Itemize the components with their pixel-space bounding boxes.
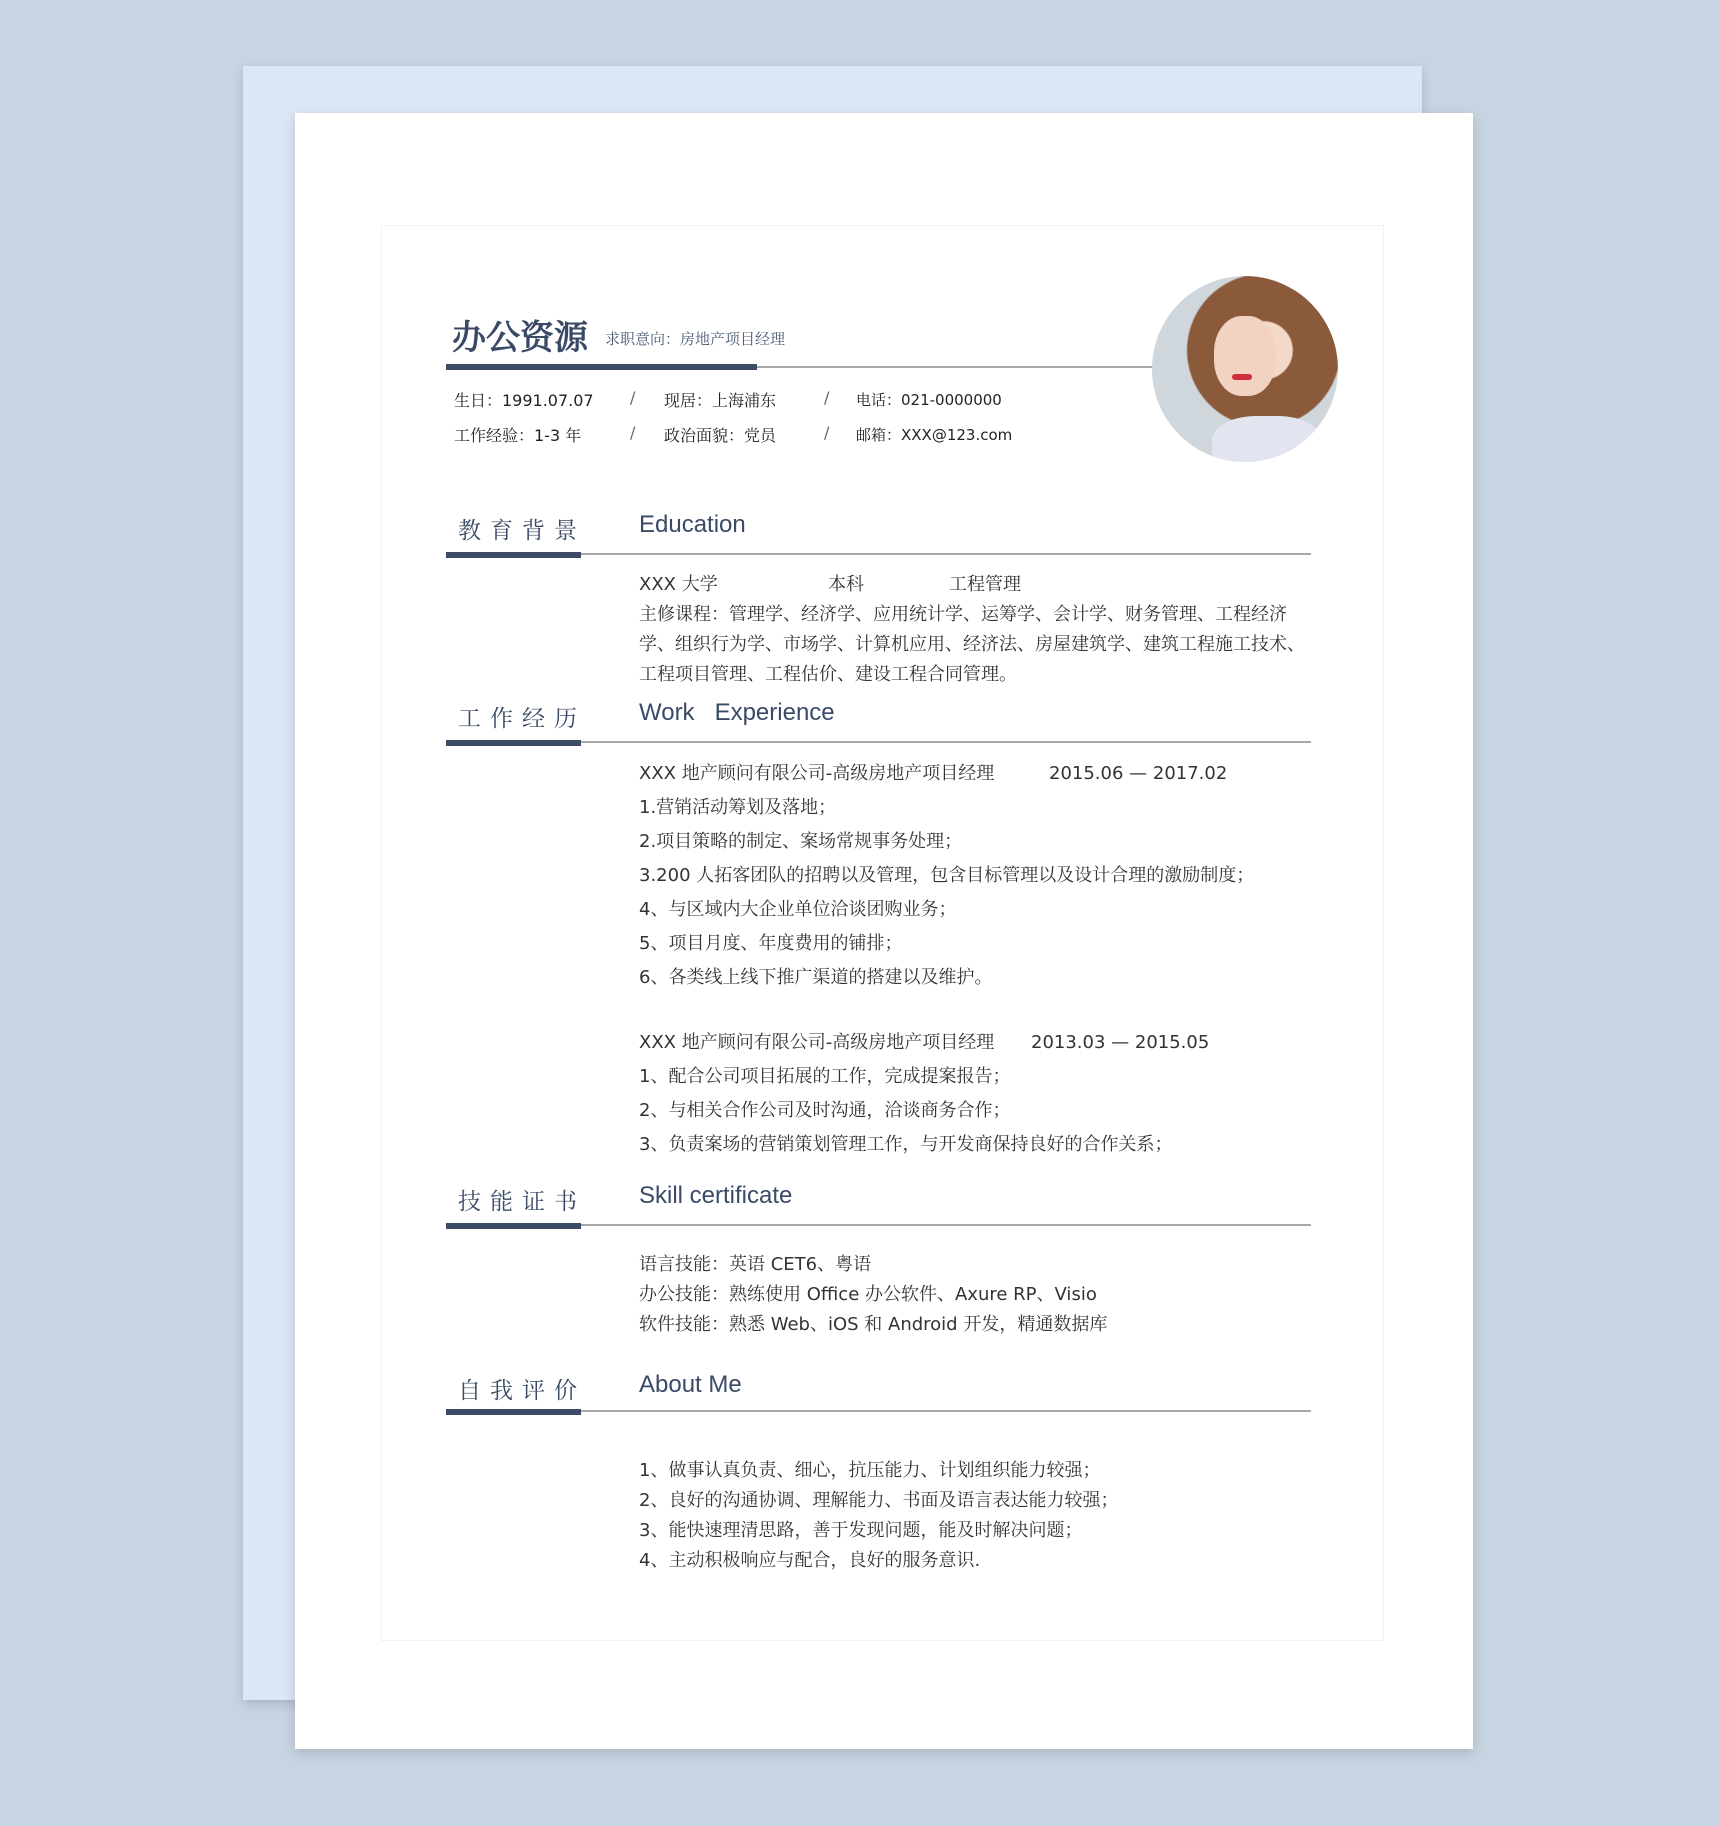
- section-divider-accent: [446, 552, 581, 558]
- job-date: 2013.03 — 2015.05: [1031, 1032, 1210, 1053]
- job-item: 3.200 人拓客团队的招聘以及管理，包含目标管理以及设计合理的激励制度；: [639, 865, 1255, 886]
- section-divider-accent: [446, 740, 581, 746]
- profile-photo: [1152, 276, 1338, 462]
- political-status: 政治面貌：党员: [664, 426, 777, 445]
- section-title-education: 教育背景: [458, 518, 586, 544]
- header-divider-thick: [446, 364, 757, 370]
- header-divider-thin: [757, 366, 1157, 368]
- residence: 现居：上海浦东: [664, 391, 777, 410]
- job-item: 1.营销活动筹划及落地；: [639, 797, 837, 818]
- major: 工程管理: [949, 574, 1021, 595]
- job-item: 1、配合公司项目拓展的工作，完成提案报告；: [639, 1066, 1011, 1087]
- job-item: 6、各类线上线下推广渠道的搭建以及维护。: [639, 967, 993, 988]
- about-item: 3、能快速理清思路，善于发现问题，能及时解决问题；: [639, 1520, 1083, 1541]
- job-company: XXX 地产顾问有限公司-高级房地产项目经理: [639, 763, 995, 784]
- separator: /: [630, 423, 636, 442]
- separator: /: [824, 388, 830, 407]
- candidate-name: 办公资源: [452, 318, 588, 358]
- skill-item: 语言技能：英语 CET6、粤语: [639, 1254, 872, 1275]
- email: 邮箱：XXX@123.com: [856, 426, 1013, 444]
- section-title-about-en: About Me: [639, 1371, 742, 1398]
- phone: 电话：021-0000000: [856, 391, 1002, 409]
- separator: /: [630, 388, 636, 407]
- section-title-skills: 技能证书: [458, 1189, 586, 1215]
- photo-collar: [1212, 416, 1322, 462]
- job-intent: 求职意向：房地产项目经理: [605, 330, 786, 348]
- section-title-education-en: Education: [639, 511, 746, 538]
- section-title-work: 工作经历: [458, 706, 586, 732]
- separator: /: [824, 423, 830, 442]
- courses-line: 主修课程：管理学、经济学、应用统计学、运筹学、会计学、财务管理、工程经济: [639, 604, 1287, 625]
- birthday: 生日：1991.07.07: [454, 391, 594, 410]
- job-item: 3、负责案场的营销策划管理工作，与开发商保持良好的合作关系；: [639, 1134, 1173, 1155]
- about-item: 1、做事认真负责、细心，抗压能力、计划组织能力较强；: [639, 1460, 1101, 1481]
- courses-line: 学、组织行为学、市场学、计算机应用、经济法、房屋建筑学、建筑工程施工技术、: [639, 634, 1305, 655]
- job-item: 5、项目月度、年度费用的铺排；: [639, 933, 903, 954]
- about-item: 2、良好的沟通协调、理解能力、书面及语言表达能力较强；: [639, 1490, 1119, 1511]
- section-divider-accent: [446, 1409, 581, 1415]
- job-company: XXX 地产顾问有限公司-高级房地产项目经理: [639, 1032, 995, 1053]
- skill-item: 软件技能：熟悉 Web、iOS 和 Android 开发，精通数据库: [639, 1314, 1108, 1335]
- section-title-work-en: Work Experience: [639, 699, 835, 726]
- work-years: 工作经验：1-3 年: [454, 426, 582, 445]
- skill-item: 办公技能：熟练使用 Office 办公软件、Axure RP、Visio: [639, 1284, 1097, 1305]
- degree: 本科: [828, 574, 864, 595]
- courses-line: 工程项目管理、工程估价、建设工程合同管理。: [639, 664, 1017, 685]
- section-title-about: 自我评价: [458, 1378, 586, 1404]
- job-item: 2、与相关合作公司及时沟通，洽谈商务合作；: [639, 1100, 1011, 1121]
- job-item: 2.项目策略的制定、案场常规事务处理；: [639, 831, 963, 852]
- section-divider-accent: [446, 1223, 581, 1229]
- job-item: 4、与区域内大企业单位洽谈团购业务；: [639, 899, 957, 920]
- job-date: 2015.06 — 2017.02: [1049, 763, 1228, 784]
- photo-face: [1214, 316, 1276, 396]
- photo-lips: [1232, 374, 1252, 380]
- section-title-skills-en: Skill certificate: [639, 1182, 793, 1209]
- school: XXX 大学: [639, 574, 718, 595]
- about-item: 4、主动积极响应与配合，良好的服务意识.: [639, 1550, 981, 1571]
